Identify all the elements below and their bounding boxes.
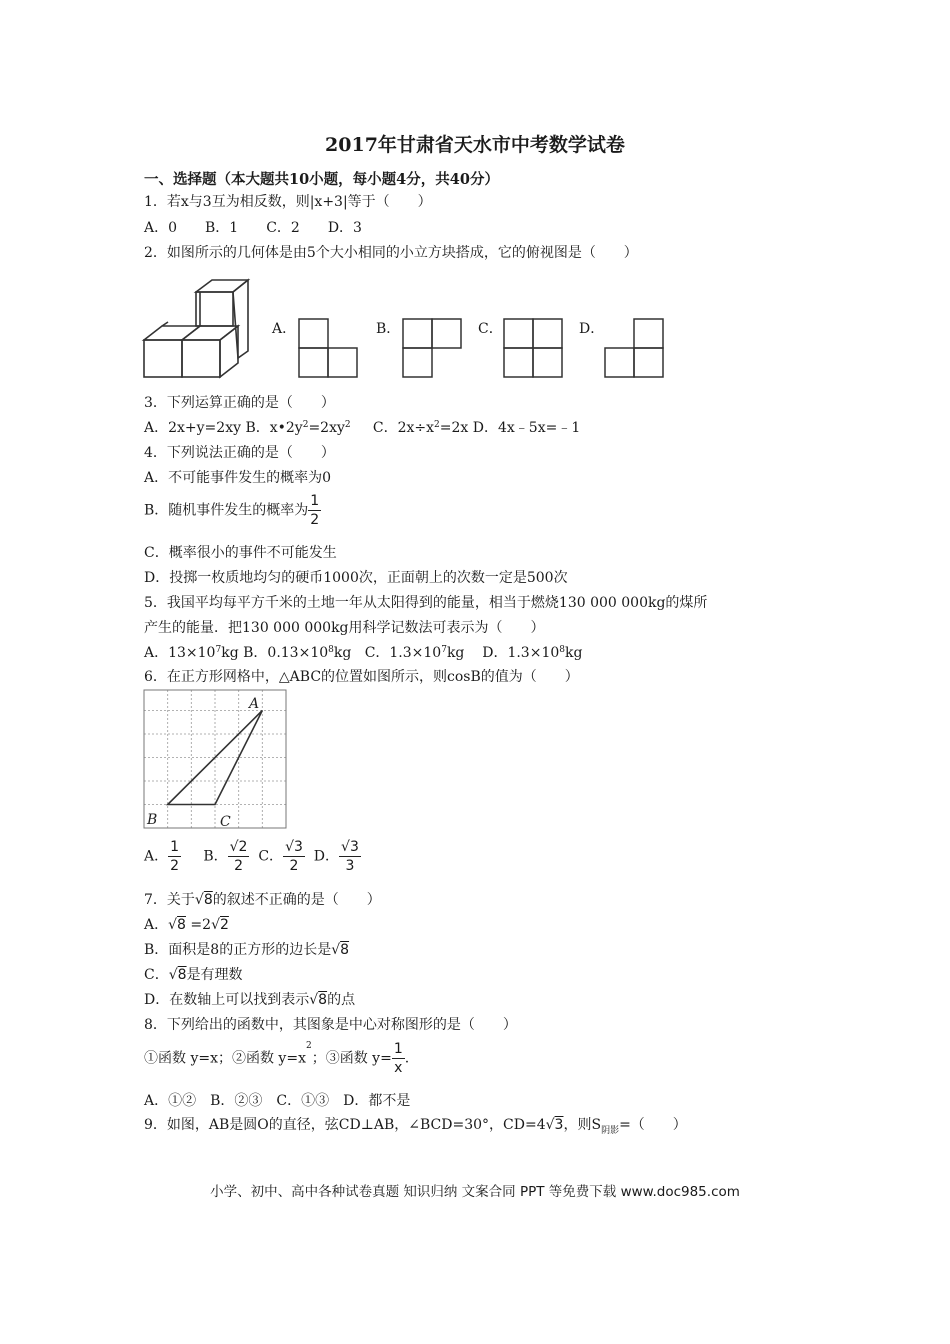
question-7-option-a: A．√8 =2√2 <box>144 917 229 933</box>
vertex-a-label: A <box>249 696 260 712</box>
question-6-options: A． $\frac{1}{2}$ B． $\frac{√2}{2}$ C． $\frac{√3}{2}$ D． $\frac{√3}{3}$ <box>144 839 359 874</box>
question-7: 7．关于√8的叙述不正确的是（ ） <box>144 892 381 908</box>
question-1: 1．若x与3互为相反数，则|x+3|等于（ ） <box>144 194 432 210</box>
vertex-b-label: B <box>147 812 158 828</box>
question-8-functions: ①函数 y=x；②函数 $y=x^2$；③函数 y= $\frac{1}{x}$ . <box>144 1041 410 1076</box>
q3-option-d: D．4x﹣5x=﹣1 <box>472 420 581 436</box>
question-7-option-c: C．√8是有理数 <box>144 967 243 983</box>
q3-option-a: A．2x+y=2xy <box>144 420 241 436</box>
question-4-option-c: C．概率很小的事件不可能发生 <box>144 545 337 561</box>
section-heading: 一、选择题（本大题共10小题，每小题4分，共40分） <box>144 171 499 188</box>
question-3-options <box>144 419 580 437</box>
option-c-top-view <box>502 317 564 379</box>
option-c-label: C． <box>478 321 503 337</box>
option-a-top-view <box>297 317 359 379</box>
question-4-option-b: B．随机事件发生的概率为 $\frac{1}{2}$ <box>144 493 320 528</box>
question-9: 9．如图，AB是圆O的直径，弦CD⊥AB，∠BCD=30°，CD=4√3，则$S_{阴影}=$（ ） <box>144 1117 687 1136</box>
question-4-option-d: D．投掷一枚质地均匀的硬币1000次，正面朝上的次数一定是500次 <box>144 570 568 586</box>
question-7-option-d: D．在数轴上可以找到表示√8的点 <box>144 992 356 1008</box>
question-1-options: A．0 B．1 C．2 D．3 <box>144 220 362 236</box>
question-5-line-2: 产生的能量．把130 000 000kg用科学记数法可表示为（ ） <box>144 620 545 636</box>
option-d-top-view <box>603 317 665 379</box>
question-3: 3．下列运算正确的是（ ） <box>144 395 335 411</box>
question-6: 6．在正方形网格中，△ABC的位置如图所示，则cosB的值为（ ） <box>144 669 579 685</box>
question-5-line-1: 5．我国平均每平方千米的土地一年从太阳得到的能量，相当于燃烧130 000 000kg的煤所 <box>144 595 708 611</box>
fraction-one-half: $\frac{1}{2}$ <box>310 493 320 528</box>
option-b-top-view <box>401 317 463 379</box>
q3-option-b: B．$x•2y^2=2xy^2$ <box>245 420 351 436</box>
option-b-label: B． <box>376 321 401 337</box>
cube-solid-figure <box>140 278 252 382</box>
option-d-label: D． <box>579 321 605 337</box>
question-8-options: A．①② B．②③ C．①③ D．都不是 <box>144 1093 411 1109</box>
q3-option-c: C．$2x\div x^2=2x$ <box>372 420 469 436</box>
page-title: 2017年甘肃省天水市中考数学试卷 <box>325 134 625 156</box>
question-5-options: A．$13\times 10^7kg$ B．$0.13\times 10^8kg$ C．$1.3\times 10^7kg$ D．$1.3\times 10^8kg$ <box>144 645 583 661</box>
option-a-label: A． <box>272 321 297 337</box>
question-4-option-a: A．不可能事件发生的概率为0 <box>144 470 332 486</box>
question-7-option-b: B．面积是8的正方形的边长是√8 <box>144 942 350 958</box>
vertex-c-label: C <box>220 814 231 830</box>
question-2: 2．如图所示的几何体是由5个大小相同的小立方块搭成，它的俯视图是（ ） <box>144 245 638 261</box>
question-4: 4．下列说法正确的是（ ） <box>144 445 335 461</box>
triangle-grid-figure <box>142 688 288 832</box>
question-8: 8．下列给出的函数中，其图象是中心对称图形的是（ ） <box>144 1017 517 1033</box>
page-footer: 小学、初中、高中各种试卷真题 知识归纳 文案合同 PPT 等免费下载 www.doc985.com <box>210 1184 740 1200</box>
